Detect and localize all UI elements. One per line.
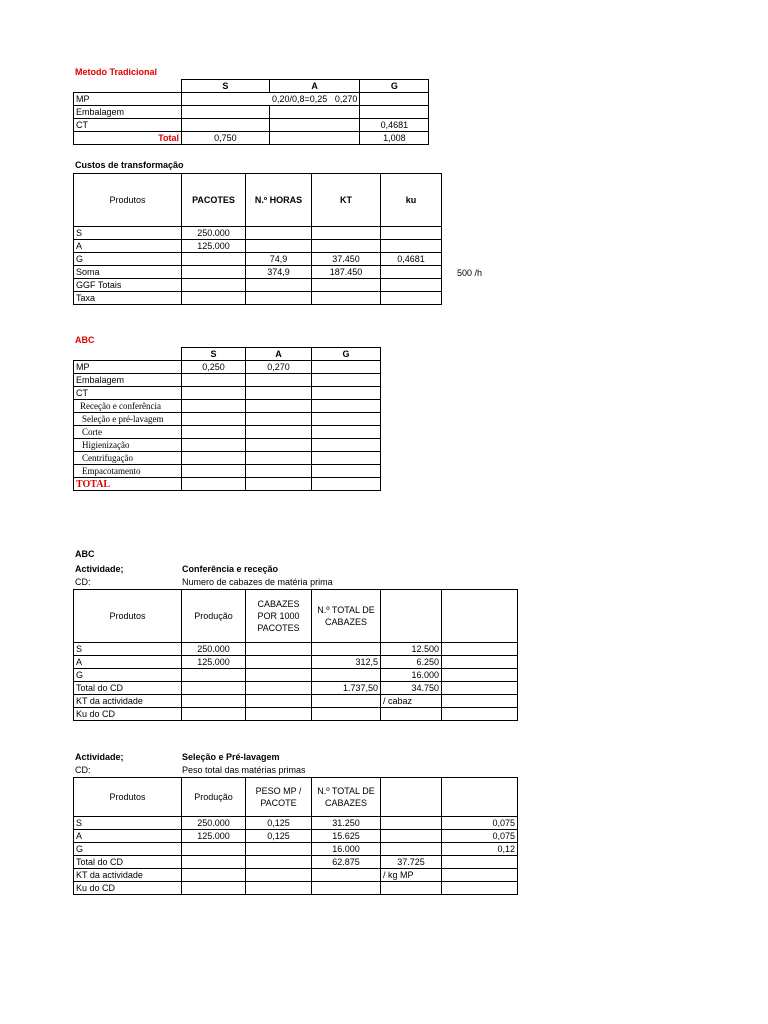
column-header: N.º HORAS	[246, 174, 312, 227]
total-label: TOTAL	[74, 478, 182, 491]
activity-name: Seleção e Pré-lavagem	[182, 752, 280, 762]
table-row: Receção e conferência	[74, 400, 381, 413]
table-header-row	[74, 348, 381, 361]
total-row	[74, 478, 381, 491]
cell: 1,008	[360, 132, 429, 145]
cd-description: Numero de cabazes de matéria prima	[182, 577, 333, 587]
column-header: G	[312, 348, 381, 361]
column-header: N.º TOTAL DE CABAZES	[312, 778, 381, 817]
table-row: Taxa	[74, 292, 442, 305]
custos-table	[73, 173, 442, 305]
column-header: Produção	[182, 778, 246, 817]
column-header: Produtos	[74, 778, 182, 817]
column-header: S	[182, 348, 246, 361]
column-header: A	[246, 348, 312, 361]
cell: 0,20/0,8=0,25 0,270	[182, 93, 360, 106]
column-header: CABAZES POR 1000 PACOTES	[246, 590, 312, 643]
abc1-table	[73, 347, 381, 491]
table-header-row	[74, 174, 442, 227]
table-row: Ku do CD	[74, 708, 518, 721]
table-row	[74, 93, 429, 106]
table-row: Seleção e pré-lavagem	[74, 413, 381, 426]
column-header: A	[269, 80, 360, 93]
column-header: ku	[381, 174, 442, 227]
activity-label: Actividade;	[75, 752, 124, 762]
column-header: N.º TOTAL DE CABAZES	[312, 590, 381, 643]
table-row: S 250.000 12.500	[74, 643, 518, 656]
table-row: Total do CD 1.737,50 34.750	[74, 682, 518, 695]
column-header: PESO MP / PACOTE	[246, 778, 312, 817]
tradicional-table	[73, 79, 429, 145]
row-label: Embalagem	[74, 106, 182, 119]
table-row: MP 0,250 0,270	[74, 361, 381, 374]
table-row: Centrifugação	[74, 452, 381, 465]
abc3-table	[73, 777, 518, 895]
table-row: Ku do CD	[74, 882, 518, 895]
abc2-table	[73, 589, 518, 721]
table-row: KT da actividade / cabaz	[74, 695, 518, 708]
table-row: Corte	[74, 426, 381, 439]
column-header: KT	[312, 174, 381, 227]
total-row	[74, 132, 429, 145]
table-row: Total do CD 62.875 37.725	[74, 856, 518, 869]
table-row: A 125.000 0,125 15.625 0,075	[74, 830, 518, 843]
cell: 0,4681	[360, 119, 429, 132]
abc2-title: ABC	[75, 549, 95, 559]
cell	[360, 93, 429, 106]
table-row: G 74,9 37.450 0,4681	[74, 253, 442, 266]
column-header: S	[182, 80, 270, 93]
table-row: S 250.000	[74, 227, 442, 240]
custos-title: Custos de transformação	[75, 160, 184, 170]
activity-name: Conferência e receção	[182, 564, 279, 574]
table-row: G 16.000 0,12	[74, 843, 518, 856]
table-row: Embalagem	[74, 374, 381, 387]
table-row	[74, 106, 429, 119]
row-label: CT	[74, 119, 182, 132]
table-row: S 250.000 0,125 31.250 0,075	[74, 817, 518, 830]
table-row: Empacotamento	[74, 465, 381, 478]
cd-label: CD:	[75, 765, 91, 775]
column-header: Produtos	[74, 590, 182, 643]
column-header: PACOTES	[182, 174, 246, 227]
table-row: G 16.000	[74, 669, 518, 682]
column-header: G	[360, 80, 429, 93]
table-header-row	[74, 778, 518, 817]
cell: 0,750	[182, 132, 270, 145]
table-row: A 125.000	[74, 240, 442, 253]
table-row: GGF Totais	[74, 279, 442, 292]
table-header-row	[74, 80, 429, 93]
tradicional-title: Metodo Tradicional	[75, 67, 158, 77]
column-header: Produção	[182, 590, 246, 643]
activity-label: Actividade;	[75, 564, 124, 574]
cd-label: CD:	[75, 577, 91, 587]
table-row: KT da actividade / kg MP	[74, 869, 518, 882]
rate-note: 500 /h	[457, 268, 483, 278]
abc1-title: ABC	[75, 335, 95, 345]
cd-description: Peso total das matérias primas	[182, 765, 306, 775]
table-row: A 125.000 312,5 6.250	[74, 656, 518, 669]
row-label: MP	[74, 93, 182, 106]
total-label: Total	[74, 132, 182, 145]
table-row: Soma 374,9 187.450	[74, 266, 442, 279]
table-row	[74, 119, 429, 132]
table-row: Higienização	[74, 439, 381, 452]
table-header-row	[74, 590, 518, 643]
column-header: Produtos	[74, 174, 182, 227]
table-row: CT	[74, 387, 381, 400]
